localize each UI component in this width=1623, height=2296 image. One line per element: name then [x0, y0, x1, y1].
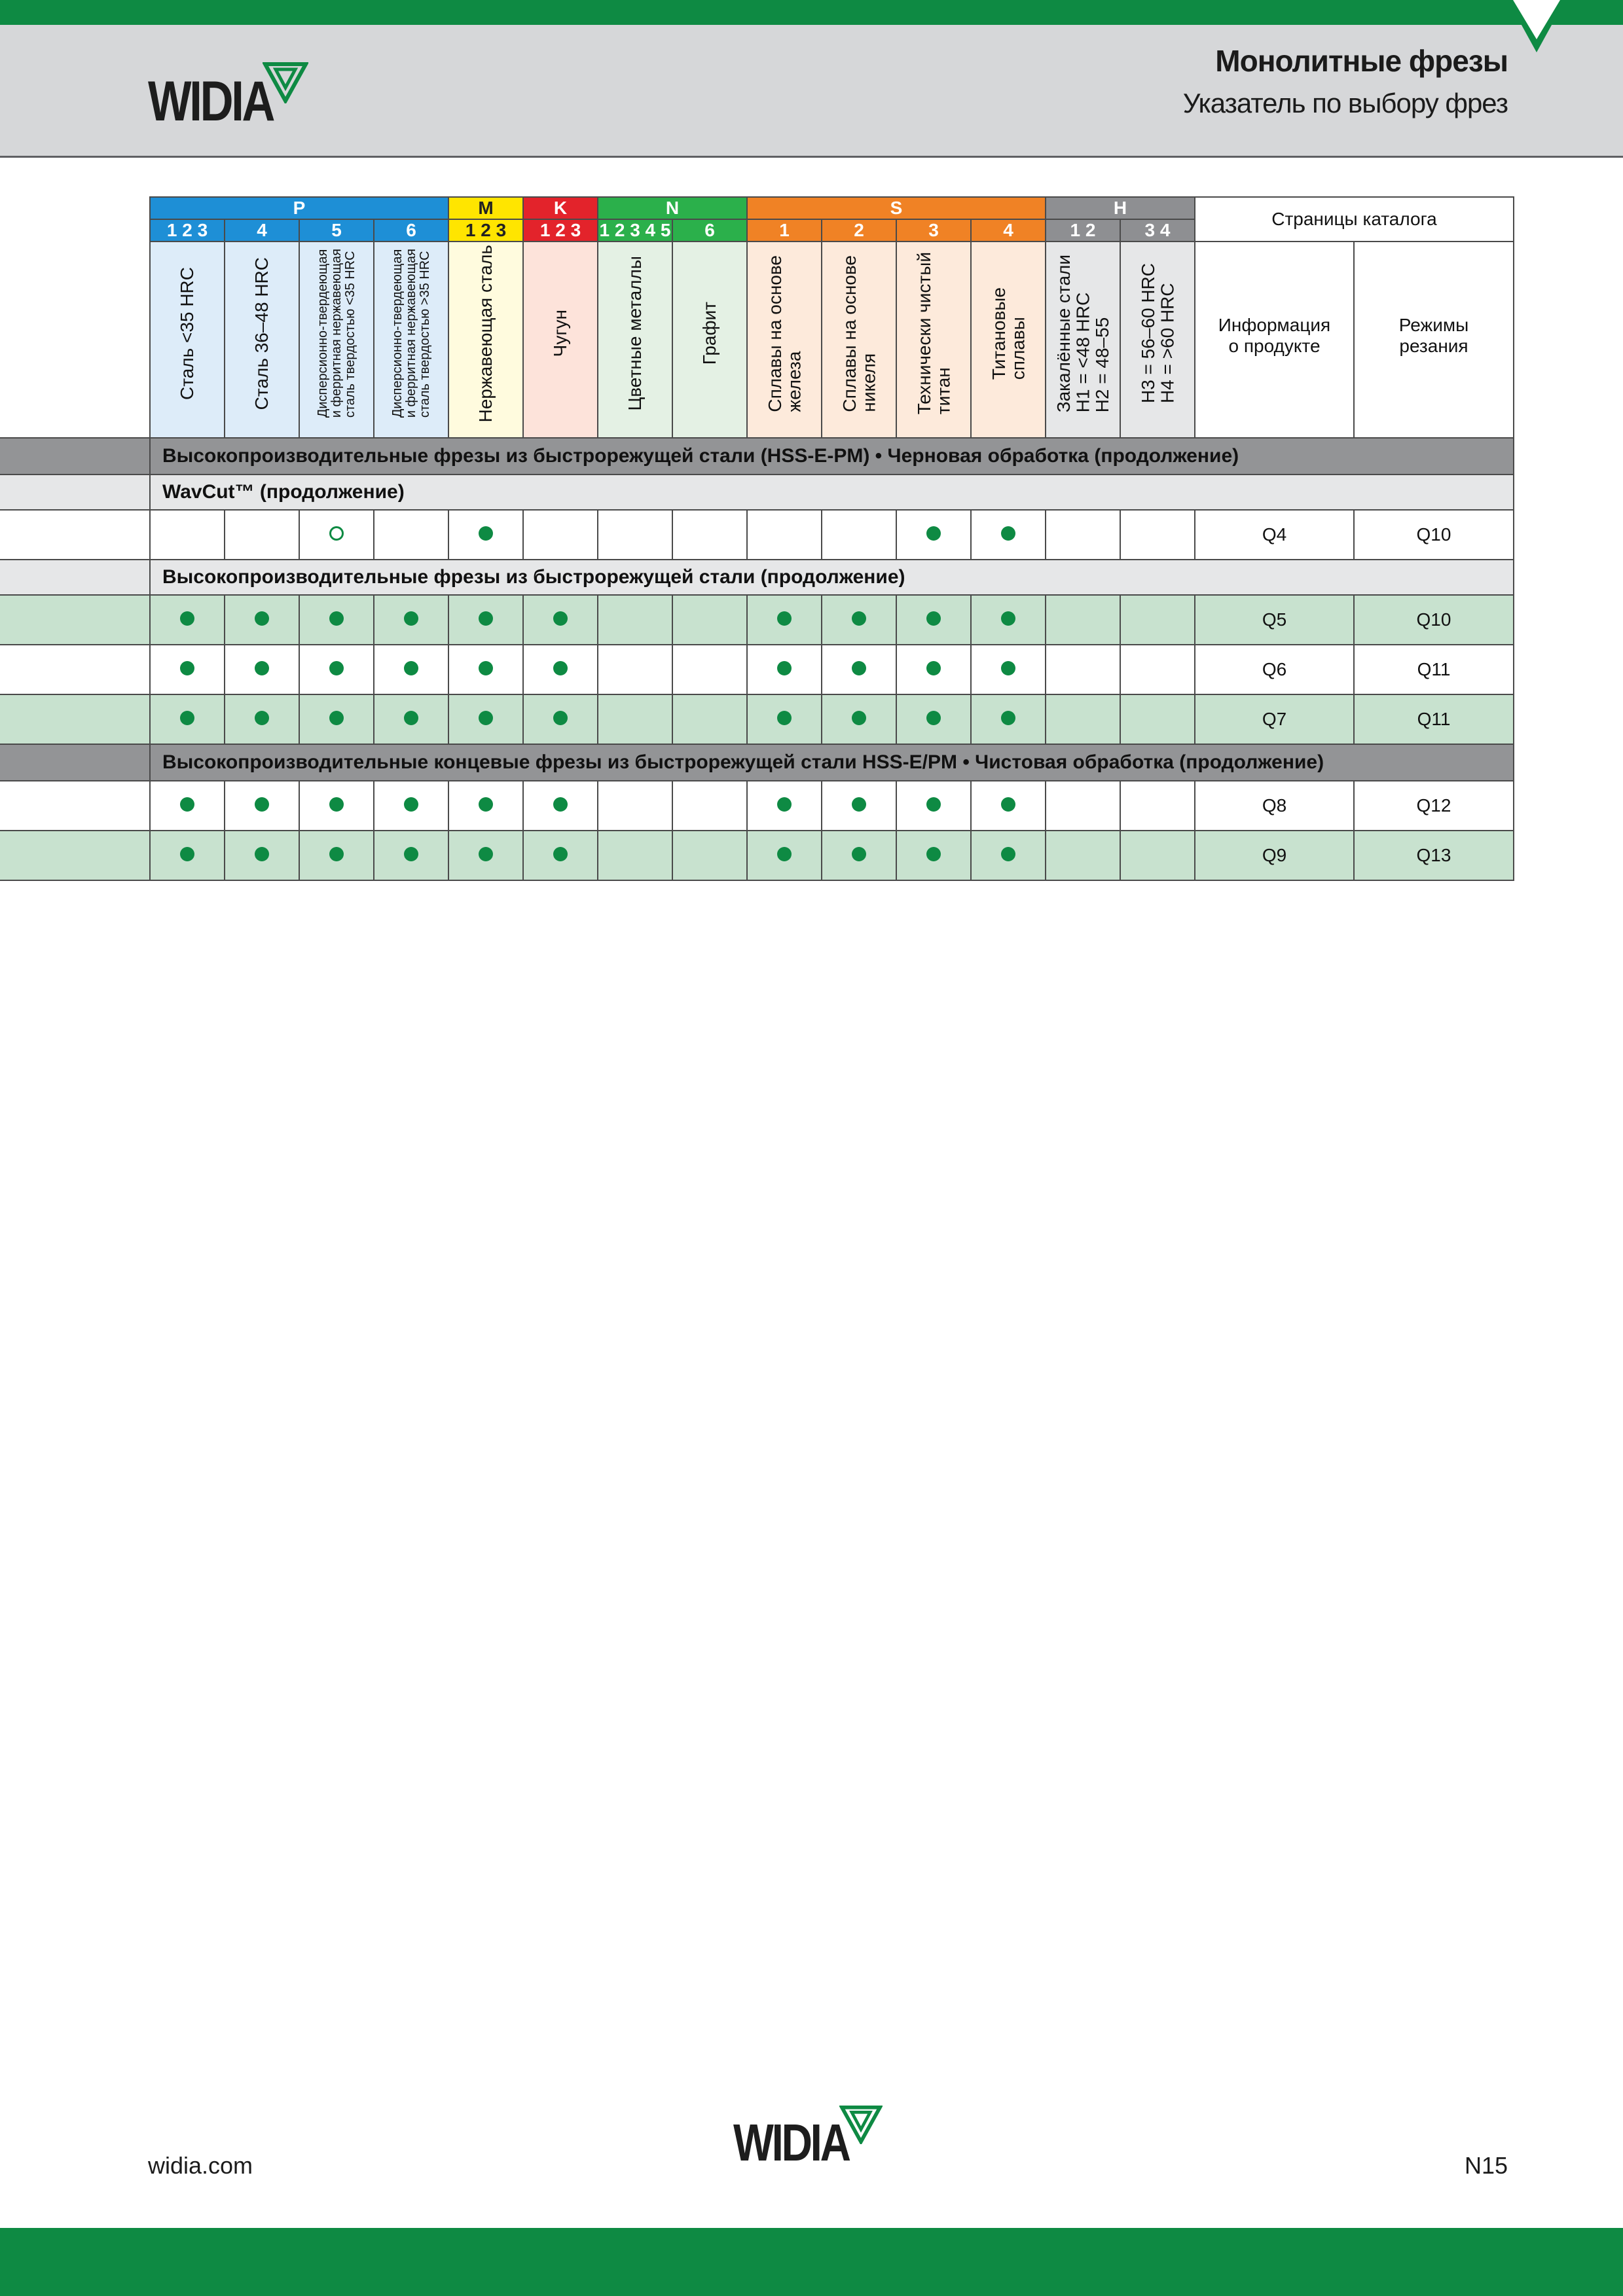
mark-cell: [672, 781, 747, 831]
modes-page-cell[interactable]: Q13: [1354, 831, 1514, 880]
group-s: S: [747, 197, 1046, 219]
suitable-dot-icon: [329, 611, 344, 626]
suitable-dot-icon: [926, 526, 941, 541]
suitable-dot-icon: [777, 661, 792, 675]
column-header: Дисперсионно-твердеющая и ферритная нержавеющая сталь твердостью <35 HRC: [299, 242, 374, 438]
suitable-dot-icon: [329, 797, 344, 812]
suitable-dot-icon: [852, 611, 866, 626]
mark-cell: [1120, 510, 1195, 560]
mark-cell: [225, 694, 299, 744]
mark-cell: [150, 595, 225, 645]
mark-cell: [971, 510, 1046, 560]
bottom-green-bar: [0, 2228, 1623, 2296]
suitable-dot-icon: [180, 611, 194, 626]
subgroup-cell: 6: [374, 219, 448, 242]
mark-cell: [598, 510, 672, 560]
page-number: N15: [1464, 2152, 1508, 2179]
subgroup-cell: 1 2 3: [150, 219, 225, 242]
suitable-dot-icon: [1001, 847, 1015, 861]
footer-logo: [733, 2113, 883, 2172]
section-lead: [0, 744, 150, 781]
mark-cell: [225, 595, 299, 645]
group-m: M: [448, 197, 523, 219]
modes-page-cell[interactable]: Q12: [1354, 781, 1514, 831]
suitable-dot-icon: [553, 711, 568, 725]
section-title: Высокопроизводительные концевые фрезы из быстрорежущей стали HSS-E/PM • Чистовая обработка (продолжение): [150, 744, 1514, 781]
mark-cell: [971, 645, 1046, 694]
suitable-dot-icon: [404, 661, 418, 675]
column-header: Чугун: [523, 242, 598, 438]
mark-cell: [299, 831, 374, 880]
mark-cell: [672, 831, 747, 880]
mark-cell: [896, 781, 971, 831]
mark-cell: [150, 510, 225, 560]
mark-cell: [747, 595, 822, 645]
suitable-dot-icon: [1001, 526, 1015, 541]
mark-cell: [971, 781, 1046, 831]
subgroup-cell: 1 2 3: [448, 219, 523, 242]
mark-cell: [896, 510, 971, 560]
mark-cell: [299, 694, 374, 744]
suitable-dot-icon: [553, 611, 568, 626]
mark-cell: [1120, 781, 1195, 831]
subgroup-cell: 3 4: [1120, 219, 1195, 242]
section-lead: [0, 438, 150, 475]
row-label: [0, 645, 150, 694]
footer-url[interactable]: widia.com: [148, 2152, 253, 2179]
mark-cell: [448, 831, 523, 880]
suitable-dot-icon: [180, 711, 194, 725]
suitable-dot-icon: [180, 797, 194, 812]
suitable-dot-icon: [479, 797, 493, 812]
mark-cell: [896, 645, 971, 694]
page-subtitle: Указатель по выбору фрез: [1182, 88, 1508, 118]
table-row: [0, 694, 1514, 744]
column-header: Сталь <35 HRC: [150, 242, 225, 438]
mark-cell: [598, 781, 672, 831]
suitable-dot-icon: [553, 797, 568, 812]
mark-cell: [822, 781, 896, 831]
suitable-dot-icon: [926, 797, 941, 812]
mark-cell: [374, 510, 448, 560]
group-p: P: [150, 197, 448, 219]
mark-cell: [374, 645, 448, 694]
widia-logo: [148, 70, 308, 133]
suitable-dot-icon: [180, 847, 194, 861]
mark-cell: [1046, 510, 1120, 560]
mark-cell: [150, 831, 225, 880]
column-header: Титановые сплавы: [971, 242, 1046, 438]
mark-cell: [225, 831, 299, 880]
subgroup-cell: 4: [225, 219, 299, 242]
mark-cell: [523, 781, 598, 831]
mark-cell: [598, 831, 672, 880]
mark-cell: [448, 595, 523, 645]
footer-logo-wordmark: WIDIA: [733, 2113, 849, 2172]
suitable-dot-icon: [479, 526, 493, 541]
corner-triangle-inner: [1513, 0, 1560, 39]
product-lead: [0, 475, 150, 510]
suitable-dot-icon: [852, 797, 866, 812]
mark-cell: [374, 781, 448, 831]
suitable-dot-icon: [255, 797, 269, 812]
suitable-dot-icon: [1001, 711, 1015, 725]
blank-corner: [0, 197, 150, 438]
column-header: Закалённые стали H1 = <48 HRC H2 = 48–55: [1046, 242, 1120, 438]
suitable-dot-icon: [255, 711, 269, 725]
info-header: Информация о продукте: [1195, 242, 1354, 438]
mark-cell: [598, 645, 672, 694]
suitable-dot-icon: [479, 611, 493, 626]
suitable-dot-icon: [852, 661, 866, 675]
mark-cell: [225, 645, 299, 694]
modes-page-cell[interactable]: Q10: [1354, 595, 1514, 645]
row-label: [0, 781, 150, 831]
secondary-circle-icon: [329, 526, 344, 541]
subgroup-cell: 1 2: [1046, 219, 1120, 242]
mark-cell: [1120, 694, 1195, 744]
suitable-dot-icon: [926, 611, 941, 626]
mark-cell: [747, 831, 822, 880]
table-row: [0, 510, 1514, 560]
mark-cell: [971, 595, 1046, 645]
suitable-dot-icon: [926, 711, 941, 725]
column-header: Цветные металлы: [598, 242, 672, 438]
subgroup-cell: 4: [971, 219, 1046, 242]
mark-cell: [822, 694, 896, 744]
mark-cell: [299, 645, 374, 694]
column-header: Дисперсионно-твердеющая и ферритная нержавеющая сталь твердостью >35 HRC: [374, 242, 448, 438]
mark-cell: [150, 781, 225, 831]
mark-cell: [299, 781, 374, 831]
mark-cell: [672, 595, 747, 645]
table-row: [0, 781, 1514, 831]
mark-cell: [299, 510, 374, 560]
mark-cell: [1120, 645, 1195, 694]
info-page-cell[interactable]: Q6: [1195, 645, 1354, 694]
modes-page-cell[interactable]: Q10: [1354, 510, 1514, 560]
suitable-dot-icon: [553, 847, 568, 861]
mark-cell: [747, 510, 822, 560]
mark-cell: [822, 595, 896, 645]
mark-cell: [523, 595, 598, 645]
mark-cell: [1046, 694, 1120, 744]
modes-header: Режимы резания: [1354, 242, 1514, 438]
column-header: Графит: [672, 242, 747, 438]
mark-cell: [448, 781, 523, 831]
mark-cell: [598, 595, 672, 645]
modes-page-cell[interactable]: Q11: [1354, 694, 1514, 744]
column-header: Сплавы на основе железа: [747, 242, 822, 438]
mark-cell: [672, 694, 747, 744]
subgroup-cell: 3: [896, 219, 971, 242]
mark-cell: [1120, 595, 1195, 645]
suitable-dot-icon: [404, 711, 418, 725]
subgroup-cell: 1 2 3 4 5: [598, 219, 672, 242]
product-lead: [0, 560, 150, 595]
mark-cell: [448, 510, 523, 560]
mark-cell: [374, 831, 448, 880]
subgroup-cell: 5: [299, 219, 374, 242]
suitable-dot-icon: [329, 711, 344, 725]
suitable-dot-icon: [553, 661, 568, 675]
suitable-dot-icon: [777, 611, 792, 626]
catalog-pages-header: Страницы каталога: [1195, 197, 1514, 242]
column-header: Нержавеющая сталь: [448, 242, 523, 438]
mark-cell: [747, 781, 822, 831]
mark-cell: [523, 645, 598, 694]
suitable-dot-icon: [777, 797, 792, 812]
mark-cell: [1046, 595, 1120, 645]
mark-cell: [896, 831, 971, 880]
table-row: [0, 595, 1514, 645]
suitable-dot-icon: [926, 661, 941, 675]
row-label: [0, 595, 150, 645]
mark-cell: [448, 694, 523, 744]
mark-cell: [225, 781, 299, 831]
column-header: Сталь 36–48 HRC: [225, 242, 299, 438]
info-page-cell[interactable]: Q9: [1195, 831, 1354, 880]
mark-cell: [448, 645, 523, 694]
suitable-dot-icon: [777, 847, 792, 861]
suitable-dot-icon: [479, 661, 493, 675]
subgroup-cell: 1 2 3: [523, 219, 598, 242]
suitable-dot-icon: [255, 847, 269, 861]
info-page-cell[interactable]: Q4: [1195, 510, 1354, 560]
suitable-dot-icon: [777, 711, 792, 725]
mark-cell: [299, 595, 374, 645]
modes-page-cell[interactable]: Q11: [1354, 645, 1514, 694]
mark-cell: [374, 595, 448, 645]
suitable-dot-icon: [404, 847, 418, 861]
mark-cell: [1046, 645, 1120, 694]
row-label: [0, 510, 150, 560]
subgroup-cell: 2: [822, 219, 896, 242]
mark-cell: [971, 694, 1046, 744]
mark-cell: [1120, 831, 1195, 880]
suitable-dot-icon: [1001, 611, 1015, 626]
suitable-dot-icon: [852, 711, 866, 725]
table-row: [0, 831, 1514, 880]
suitable-dot-icon: [329, 661, 344, 675]
mark-cell: [523, 694, 598, 744]
row-label: [0, 694, 150, 744]
mark-cell: [896, 694, 971, 744]
suitable-dot-icon: [479, 847, 493, 861]
group-n: N: [598, 197, 747, 219]
mark-cell: [1046, 831, 1120, 880]
column-header: Сплавы на основе никеля: [822, 242, 896, 438]
mark-cell: [822, 831, 896, 880]
suitable-dot-icon: [404, 611, 418, 626]
top-green-bar: [0, 0, 1623, 25]
mark-cell: [747, 694, 822, 744]
page-title: Монолитные фрезы: [1215, 44, 1508, 78]
suitable-dot-icon: [1001, 661, 1015, 675]
row-label: [0, 831, 150, 880]
subgroup-cell: 6: [672, 219, 747, 242]
suitable-dot-icon: [180, 661, 194, 675]
group-k: K: [523, 197, 598, 219]
mark-cell: [747, 645, 822, 694]
info-page-cell[interactable]: Q5: [1195, 595, 1354, 645]
mark-cell: [822, 510, 896, 560]
product-family-title: WavCut™ (продолжение): [150, 475, 1514, 510]
mark-cell: [971, 831, 1046, 880]
column-header: Технически чистый титан: [896, 242, 971, 438]
logo-wordmark: WIDIA: [148, 70, 274, 133]
table-row: [0, 645, 1514, 694]
section-title: Высокопроизводительные фрезы из быстрорежущей стали (HSS-E-PM) • Черновая обработка (продолжение): [150, 438, 1514, 475]
mark-cell: [150, 645, 225, 694]
mark-cell: [150, 694, 225, 744]
mark-cell: [598, 694, 672, 744]
suitable-dot-icon: [479, 711, 493, 725]
mark-cell: [896, 595, 971, 645]
mark-cell: [822, 645, 896, 694]
suitable-dot-icon: [404, 797, 418, 812]
mark-cell: [672, 510, 747, 560]
mark-cell: [374, 694, 448, 744]
column-header: H3 = 56–60 HRC H4 = >60 HRC: [1120, 242, 1195, 438]
suitable-dot-icon: [852, 847, 866, 861]
mark-cell: [225, 510, 299, 560]
info-page-cell[interactable]: Q8: [1195, 781, 1354, 831]
product-family-title: Высокопроизводительные фрезы из быстрорежущей стали (продолжение): [150, 560, 1514, 595]
suitable-dot-icon: [255, 661, 269, 675]
subgroup-cell: 1: [747, 219, 822, 242]
info-page-cell[interactable]: Q7: [1195, 694, 1354, 744]
suitable-dot-icon: [926, 847, 941, 861]
mark-cell: [1046, 781, 1120, 831]
mark-cell: [523, 510, 598, 560]
mark-cell: [672, 645, 747, 694]
mark-cell: [523, 831, 598, 880]
suitable-dot-icon: [329, 847, 344, 861]
group-h: H: [1046, 197, 1195, 219]
suitable-dot-icon: [255, 611, 269, 626]
suitable-dot-icon: [1001, 797, 1015, 812]
selection-table: [0, 196, 1514, 881]
